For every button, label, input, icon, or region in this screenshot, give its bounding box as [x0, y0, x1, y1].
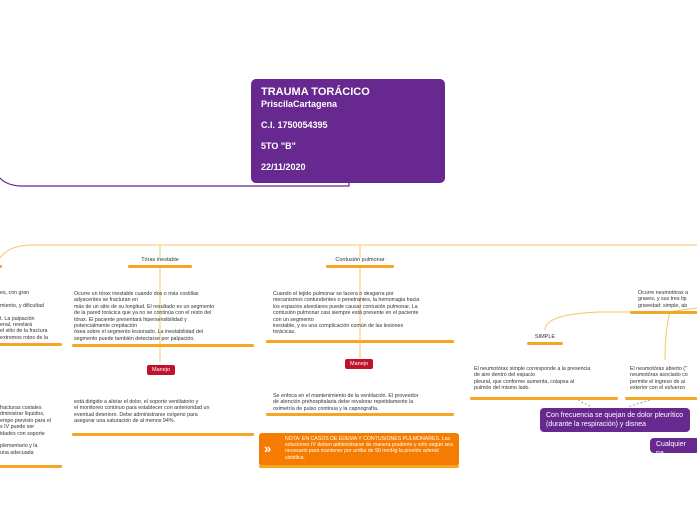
abierto-definition-bar — [625, 397, 697, 400]
torax-manejo-text: está dirigido a aliviar el dolor, el soporte ventilatorio y el monitoreo continuo para establecer con anterioridad un eventual deterioro. Debe administrarse oxígeno para asegurar una saturación de al menos 94%. — [74, 399, 210, 425]
contusion-bar — [326, 265, 394, 268]
simple-definition-bar — [470, 397, 618, 400]
contusion-definition-bar — [266, 340, 454, 343]
note-text: NOTA: EN CASOS DE EDEMA Y CONTUSIONES PULMONARES. Las soluciones IV deben administrarse de manera prudente y sólo según sea necesario para mantener por arriba de 90 mmHg la presión arterial sistólica. — [285, 436, 453, 461]
simple-definition-text: El neumotórax simple corresponde a la presencia de aire dentro del espacio pleural, que conforme aumenta, colapsa al pulmón del mismo lado. — [474, 366, 591, 392]
manejo-tag-1[interactable]: Manejo — [147, 365, 175, 375]
root-author: PriscilaCartagena — [261, 99, 338, 109]
contusion-manejo-text: Se enfoca en el mantenimiento de la ventilación. El proveedor de atención prehospitalaria debe revalorar repetidamente la oximetría de pulso continua y la capnografía. — [273, 393, 419, 412]
topic-contusion[interactable]: Contusión pulmonar — [335, 257, 385, 263]
torax-definition-bar — [72, 344, 254, 347]
cualquier-box[interactable]: Cualquier pa — [650, 438, 697, 453]
neumotorax-intro-text: Ocurre neumotórax a graves, y sus tres tip gravedad: simple, ab — [638, 290, 689, 309]
root-course: 5TO "B" — [261, 141, 296, 151]
neumotorax-intro-bar — [630, 311, 697, 314]
root-title: TRAUMA TORÁCICO — [261, 86, 370, 98]
note-bar — [259, 465, 459, 468]
left-col-bottom-bar — [0, 465, 62, 468]
abierto-connector — [665, 312, 670, 360]
topic-torax-inestable[interactable]: Tórax inestable — [141, 257, 179, 263]
root-ci: C.I. 1750054395 — [261, 120, 328, 130]
abierto-definition-text: El neumotórax abierto (" neumotórax asociado co permite el ingreso de ai exterior con el esfuerzo — [630, 366, 688, 392]
dashed-connector-2 — [628, 400, 650, 407]
double-chevron-icon: » — [264, 441, 272, 456]
torax-manejo-bar — [72, 433, 254, 436]
torax-bar — [128, 265, 192, 268]
topic-simple[interactable]: SIMPLE — [534, 334, 556, 340]
dolor-box[interactable]: Con frecuencia se quejan de dolor pleurítico (durante la respiración) y disnea — [540, 408, 690, 432]
left-col-top-bar — [0, 343, 62, 346]
left-col-bottom-text: fracturas costales dministrar líquidos, empo previsto para el s IV puede ser idades con soporte plementario y la una adecuada — [0, 405, 51, 456]
root-topic[interactable] — [251, 79, 445, 183]
contusion-definition-text: Cuando el tejido pulmonar se lacera o desgarra por mecanismos contundentes o penetrantes, la hemorragia hacia los espacios alveolares puede causar contusión pulmonar. La contusión pulmonar casi siempre está presente en el paciente con un segmento inestable, y es una complicación común de las lesiones torácicas. — [273, 291, 420, 336]
root-date: 22/11/2020 — [261, 162, 306, 172]
simple-bar — [527, 342, 563, 345]
note-box[interactable] — [259, 433, 459, 466]
contusion-manejo-bar — [266, 413, 454, 416]
manejo-tag-2[interactable]: Manejo — [345, 359, 373, 369]
torax-definition-text: Ocurre un tórax inestable cuando dos o más costillas adyacentes se fracturan en más de un sitio de su longitud. El resultado es un segmento de la pared torácica que ya no se continúa con el resto del tórax. El paciente presentará hipersensibilidad y potencialmente crepitación ósea sobre el segmento lesionado. La inestabilidad del segmento puede también detectarse por palpación. — [74, 291, 215, 342]
left-col-top-text: es, con gran miento, y dificultad t. La palpación enal, revelará el sitio de la fractura extremos rotos de la — [0, 290, 48, 341]
